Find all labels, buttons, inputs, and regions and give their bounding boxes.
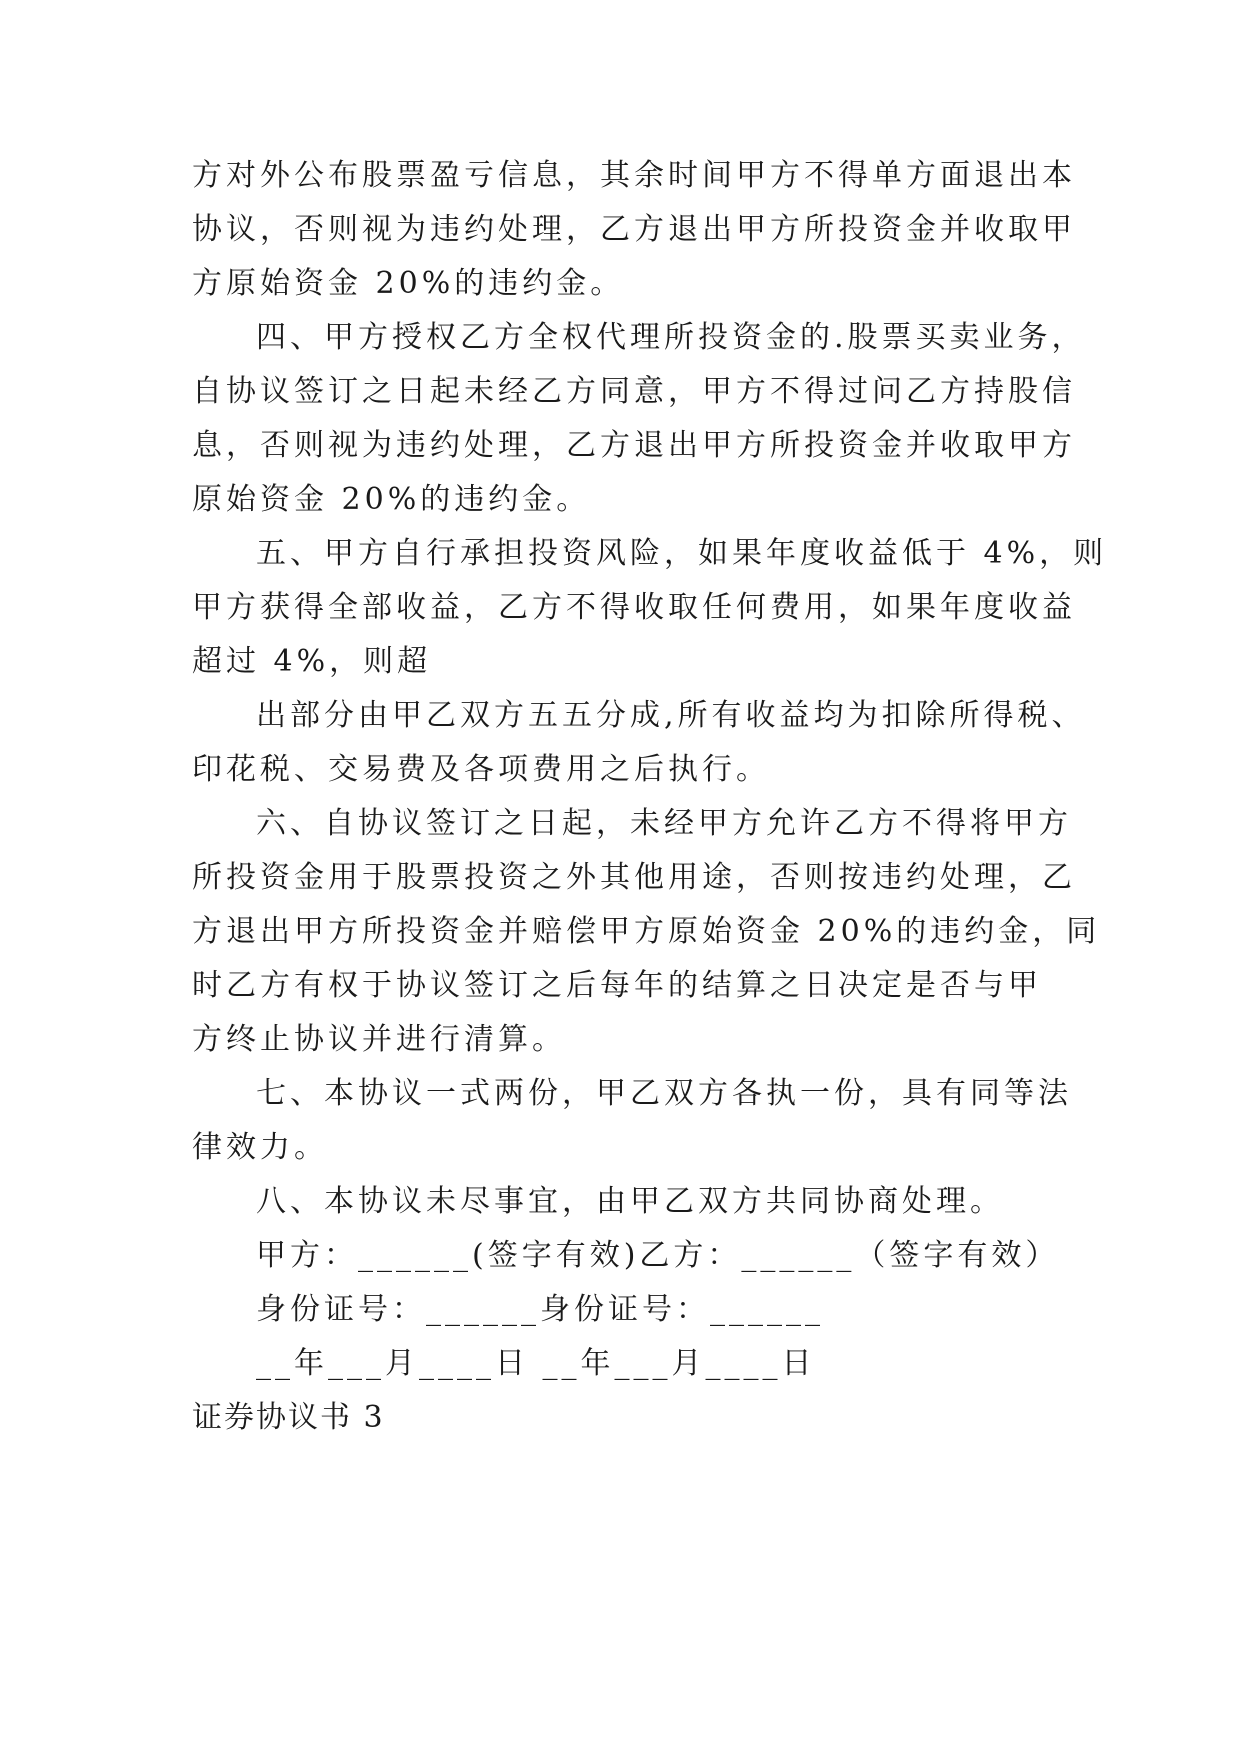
clause-eight: 八、本协议未尽事宜，由甲乙双方共同协商处理。 <box>256 1184 1004 1219</box>
id-number-line: 身份证号：______身份证号：______ <box>256 1292 824 1327</box>
paragraph-line: 方退出甲方所投资金并赔偿甲方原始资金 20%的违约金，同 <box>192 914 1101 949</box>
paragraph-line: 甲方获得全部收益，乙方不得收取任何费用，如果年度收益 <box>192 590 1076 625</box>
paragraph-line: 出部分由甲乙双方五五分成,所有收益均为扣除所得税、 <box>256 698 1086 733</box>
signature-line: 甲方：______(签字有效)乙方：______（签字有效） <box>256 1238 1060 1273</box>
date-line: __年___月____日 __年___月____日 <box>256 1346 816 1381</box>
paragraph-line: 超过 4%，则超 <box>192 644 432 679</box>
paragraph-line: 所投资金用于股票投资之外其他用途，否则按违约处理，乙 <box>192 860 1076 895</box>
paragraph-line: 息，否则视为违约处理，乙方退出甲方所投资金并收取甲方 <box>192 428 1076 463</box>
paragraph-line: 自协议签订之日起未经乙方同意，甲方不得过问乙方持股信 <box>192 374 1076 409</box>
clause-five: 五、甲方自行承担投资风险，如果年度收益低于 4%，则 <box>256 536 1108 571</box>
paragraph-line: 方终止协议并进行清算。 <box>192 1022 566 1057</box>
paragraph-line: 方原始资金 20%的违约金。 <box>192 266 625 301</box>
paragraph-line: 时乙方有权于协议签订之后每年的结算之日决定是否与甲 <box>192 968 1042 1003</box>
clause-seven: 七、本协议一式两份，甲乙双方各执一份，具有同等法 <box>256 1076 1072 1111</box>
paragraph-line: 印花税、交易费及各项费用之后执行。 <box>192 752 770 787</box>
paragraph-line: 协议，否则视为违约处理，乙方退出甲方所投资金并收取甲 <box>192 212 1076 247</box>
paragraph-line: 方对外公布股票盈亏信息，其余时间甲方不得单方面退出本 <box>192 158 1076 193</box>
section-title: 证券协议书 3 <box>192 1400 385 1435</box>
paragraph-line: 律效力。 <box>192 1130 328 1165</box>
clause-four: 四、甲方授权乙方全权代理所投资金的.股票买卖业务， <box>256 320 1086 355</box>
paragraph-line: 原始资金 20%的违约金。 <box>192 482 591 517</box>
clause-six: 六、自协议签订之日起，未经甲方允许乙方不得将甲方 <box>256 806 1072 841</box>
